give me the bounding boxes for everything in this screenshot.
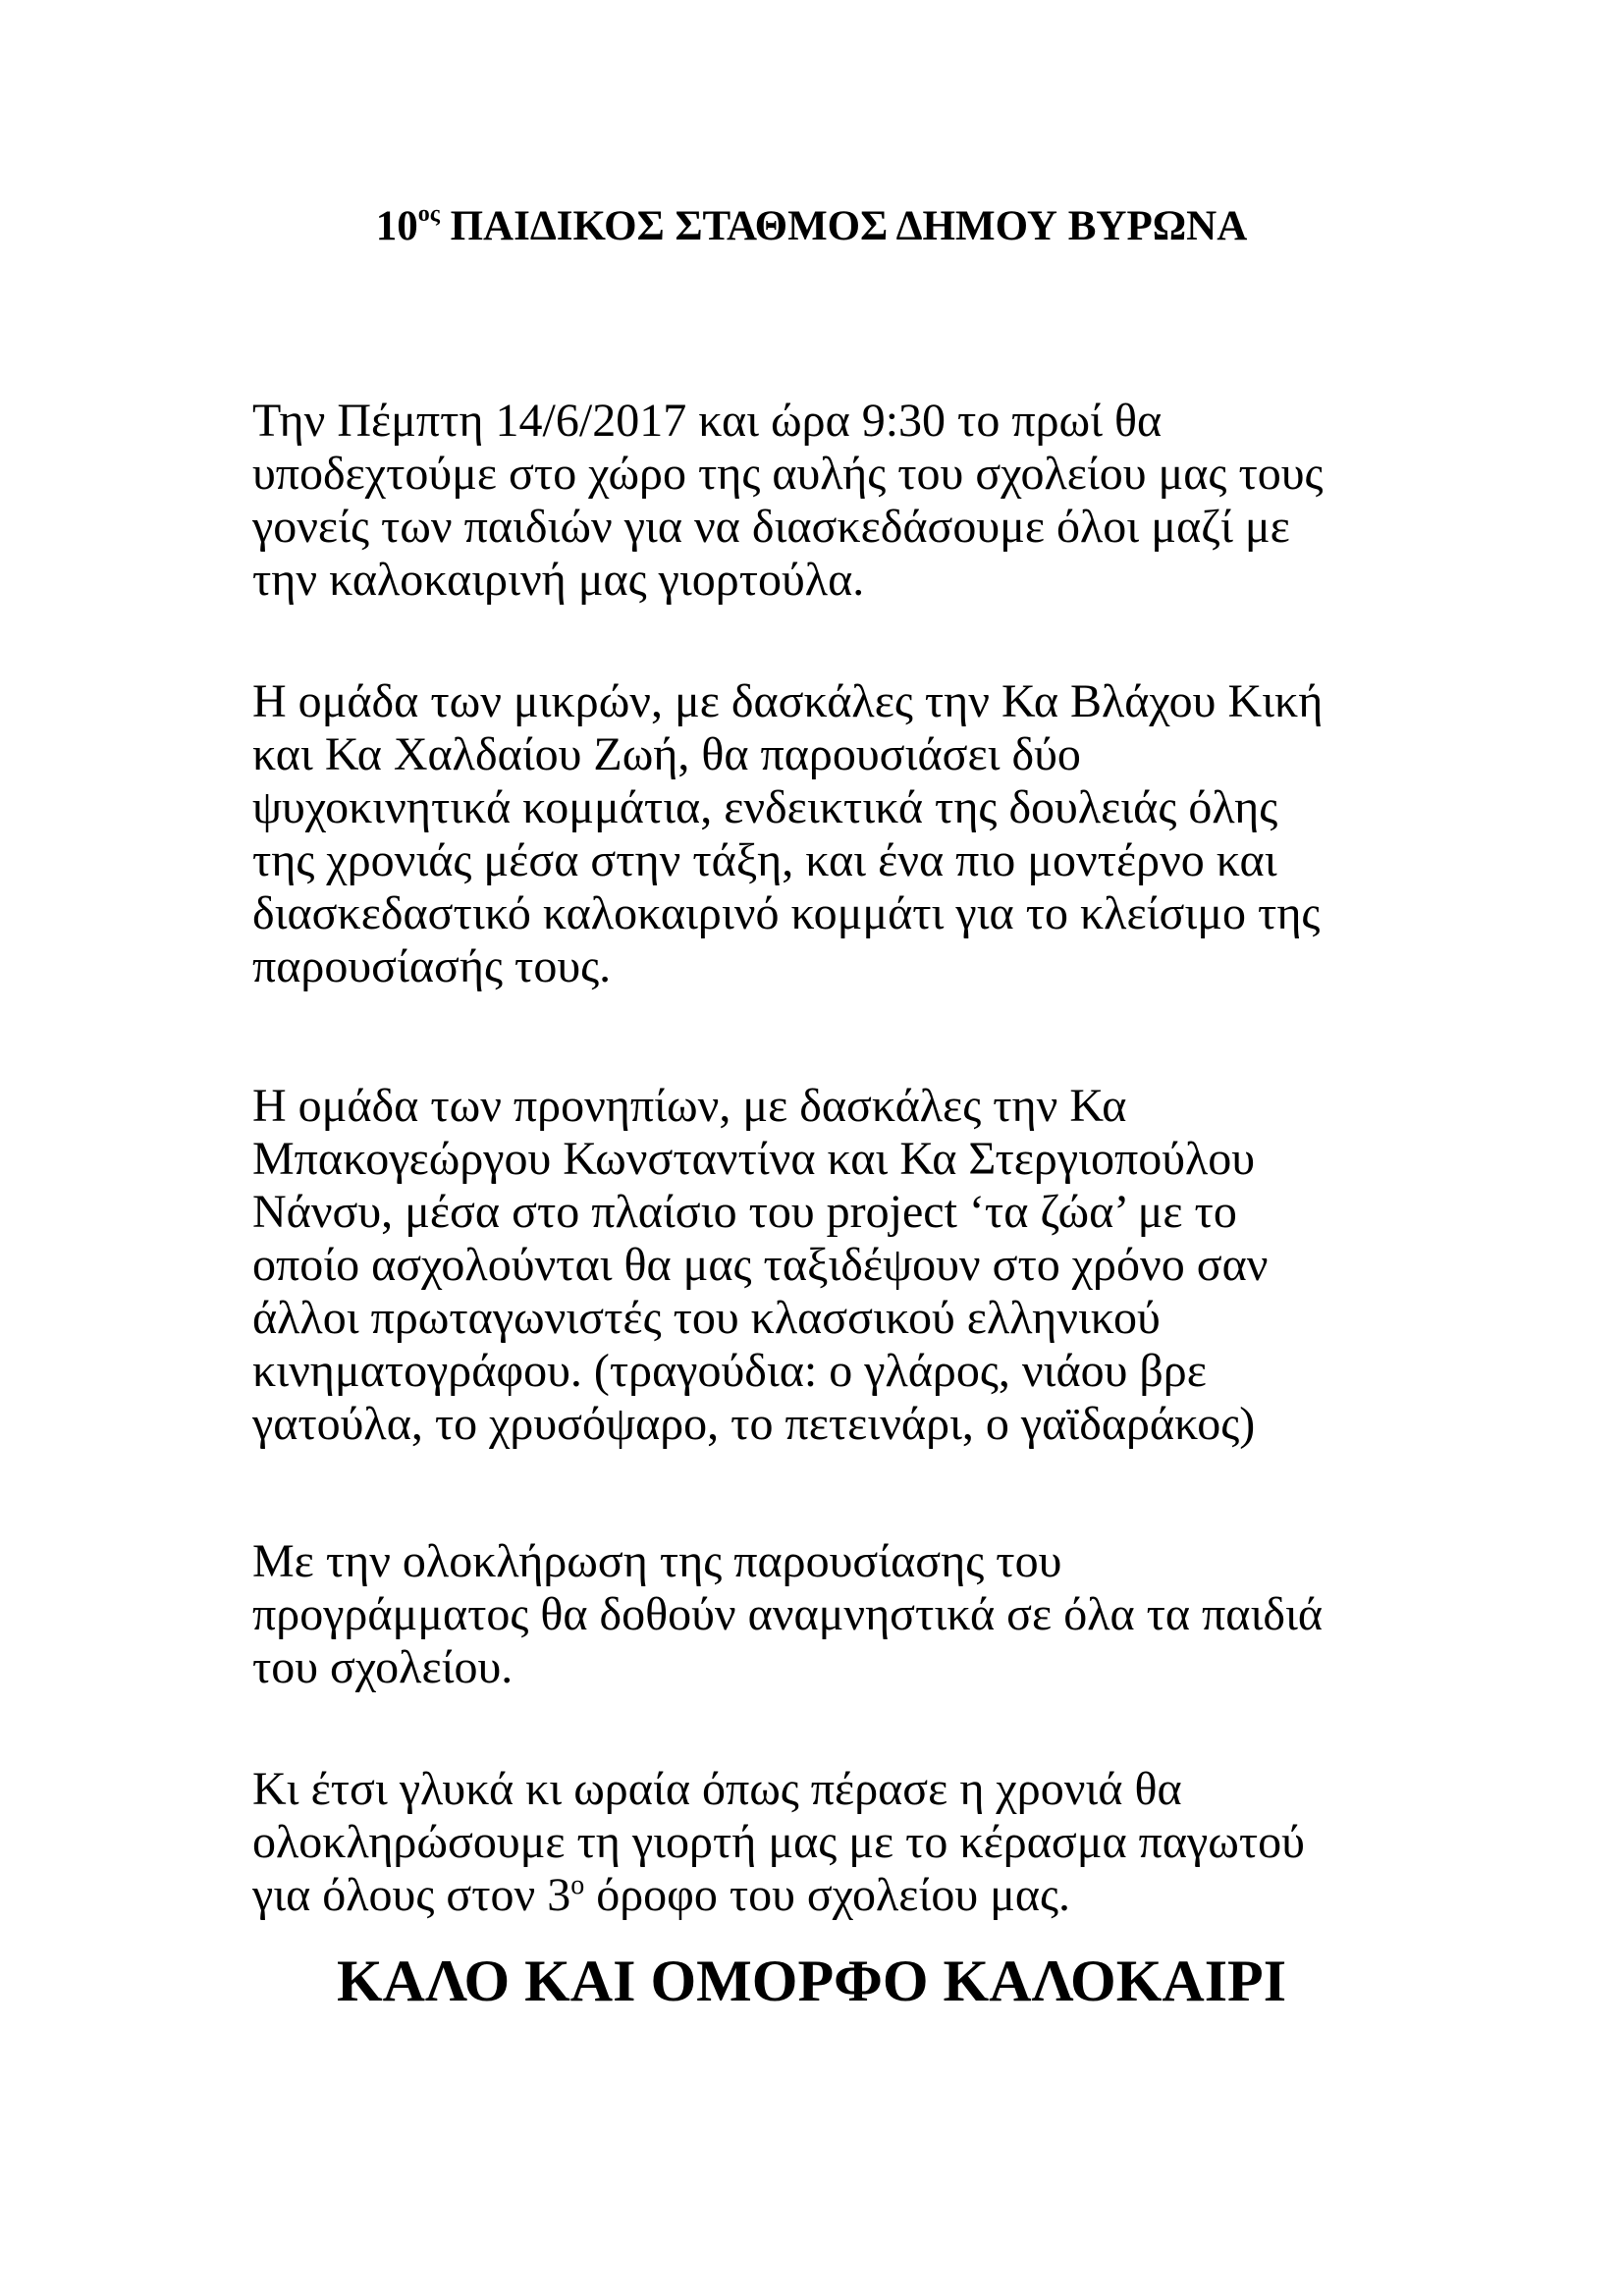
text-line: Την Πέμπτη 14/6/2017 και ώρα 9:30 το πρωί θα [252,395,1163,447]
paragraph-ice-cream [252,1763,1381,1922]
text-line: προγράμματος θα δοθούν αναμνηστικά σε όλα τα παιδιά [252,1588,1324,1640]
paragraph-preschool-group [252,1080,1381,1451]
document-title [0,197,1623,256]
text-line: την καλοκαιρινή μας γιορτούλα. [252,554,865,606]
title-ordinal-suffix: ος [417,200,440,227]
text-fragment: όροφο του σχολείου μας. [584,1869,1071,1921]
text-fragment: για όλους στον 3 [252,1869,571,1921]
text-line: γονείς των παιδιών για να διασκεδάσουμε όλοι μαζί με [252,501,1290,553]
text-line: Νάνσυ, μέσα στο πλαίσιο του project ‘τα ζώα’ με το [252,1186,1237,1238]
text-line: Η ομάδα των μικρών, με δασκάλες την Κα Βλάχου Κική [252,675,1324,727]
text-line: Κι έτσι γλυκά κι ωραία όπως πέρασε η χρονιά θα [252,1763,1182,1815]
text-line: της χρονιάς μέσα στην τάξη, και ένα πιο μοντέρνο και [252,834,1277,886]
paragraph-small-group [252,675,1381,993]
paragraph-souvenirs [252,1535,1381,1694]
text-line: Η ομάδα των προνηπίων, με δασκάλες την Κα [252,1080,1127,1132]
text-line: Με την ολοκλήρωση της παρουσίασης του [252,1535,1062,1587]
text-line: ολοκληρώσουμε τη γιορτή μας με το κέρασμα παγωτού [252,1816,1305,1868]
text-line-with-ordinal [252,1869,1381,1922]
text-line: διασκεδαστικό καλοκαιρινό κομμάτι για το κλείσιμο της [252,887,1321,939]
text-line: κινηματογράφου. (τραγούδια: ο γλάρος, νιάου βρε [252,1345,1207,1397]
text-line: Μπακογεώργου Κωνσταντίνα και Κα Στεργιοπούλου [252,1133,1256,1185]
text-line: άλλοι πρωταγωνιστές του κλασσικού ελληνικού [252,1292,1161,1344]
text-line: παρουσίασής τους. [252,940,612,992]
paragraph-invitation [252,395,1381,607]
text-line: υποδεχτούμε στο χώρο της αυλής του σχολείου μας τους [252,448,1324,500]
text-line: ψυχοκινητικά κομμάτια, ενδεικτικά της δουλειάς όλης [252,781,1278,833]
text-line: και Κα Χαλδαίου Ζωή, θα παρουσιάσει δύο [252,728,1081,780]
title-text: ΠΑΙΔΙΚΟΣ ΣΤΑΘΜΟΣ ΔΗΜΟΥ ΒΥΡΩΝΑ [439,203,1248,249]
closing-heading: ΚΑΛΟ ΚΑΙ ΟΜΟΡΦΟ ΚΑΛΟΚΑΙΡΙ [336,1949,1287,2013]
ordinal-suffix: ο [570,1870,585,1900]
text-line: οποίο ασχολούνται θα μας ταξιδέψουν στο χρόνο σαν [252,1239,1269,1291]
text-line: του σχολείου. [252,1641,514,1693]
title-number: 10 [375,203,418,249]
text-line: γατούλα, το χρυσόψαρο, το πετεινάρι, ο γαϊδαράκος) [252,1398,1256,1450]
